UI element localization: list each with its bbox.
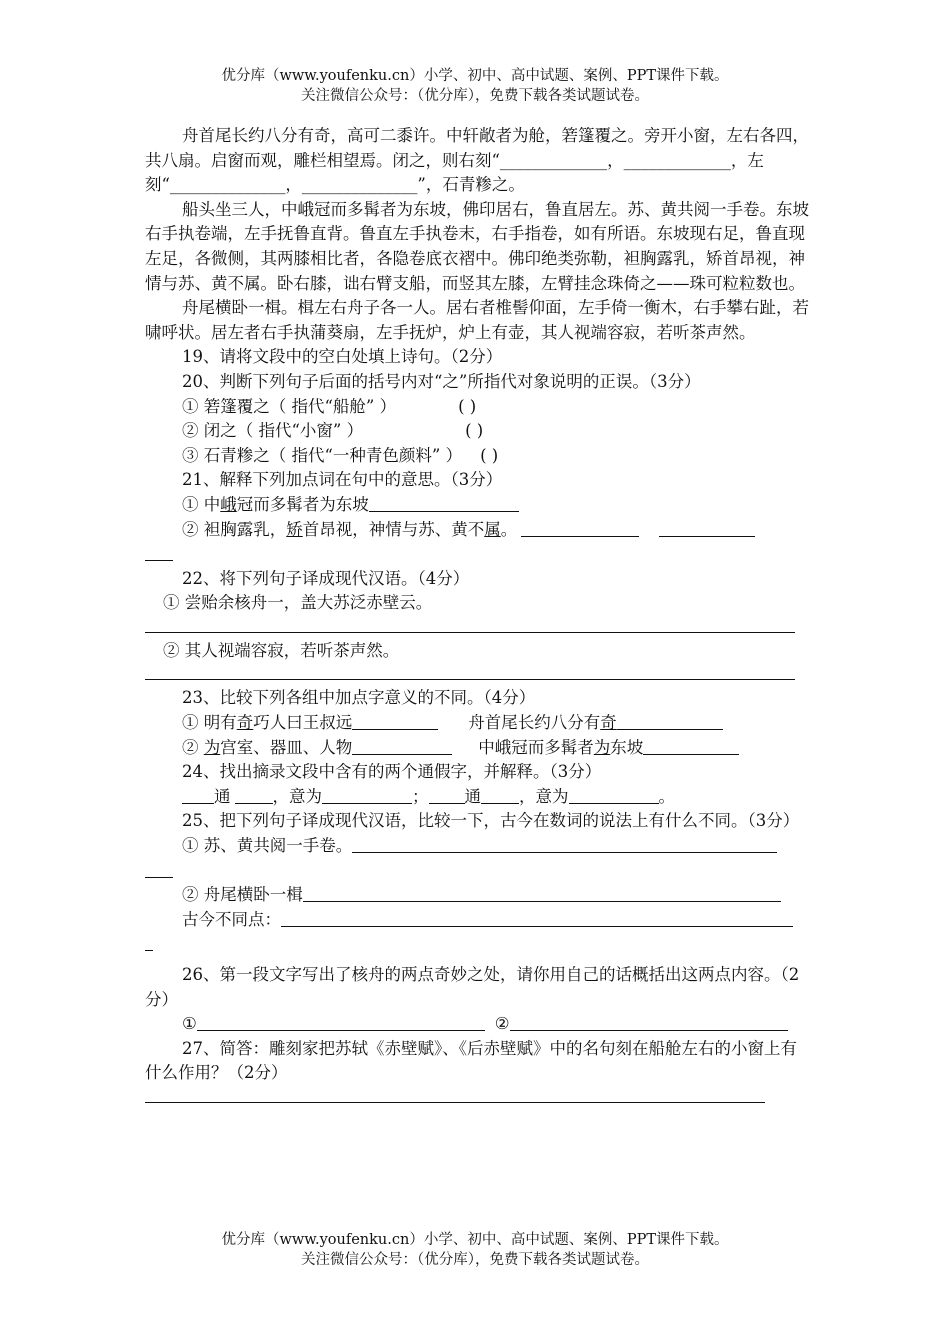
q24-semi: ； <box>412 786 429 806</box>
passage-paragraph-2: 船头坐三人，中峨冠而多髯者为东坡，佛印居右，鲁直居左。苏、黄共阅一手卷。东坡右手执卷端，左手抚鲁直背。鲁直左手执卷末，右手指卷，如有所语。东坡现右足，鲁直现左足，各微侧，其两膝相比者，各隐卷底衣褶中。佛印绝类弥勒，袒胸露乳，矫首昂视，神情与苏、黄不属。卧右膝，诎右臂支船，而竖其左膝，左臂挂念珠倚之——珠可粒粒数也。 <box>145 199 809 293</box>
q21-i2-post: 。 <box>500 519 518 539</box>
q23-r2a-pre: ② <box>182 737 204 757</box>
page-header <box>0 66 950 106</box>
q21-i1-key: 峨 <box>220 494 237 514</box>
question-24-stem: 24、找出摘录文段中含有的两个通假字，并解释。（3分） <box>182 762 602 782</box>
q23-answer-2a[interactable] <box>352 737 452 755</box>
q21-i2-key1: 矫 <box>286 519 303 539</box>
question-24-answer-line <box>145 785 810 810</box>
q26-mark-1: ① <box>182 1014 197 1034</box>
q21-i1-post: 冠而多髯者为东坡 <box>236 494 369 514</box>
q25-answer-1[interactable] <box>352 835 777 853</box>
exam-content <box>145 124 810 1103</box>
q22-answer-2[interactable] <box>145 663 795 680</box>
header-line-1: 优分库（www.youfenku.cn）小学、初中、高中试题、案例、PPT课件下载。 <box>221 68 729 84</box>
q24-tong-1: 通 <box>214 786 231 806</box>
q23-r1b-key: 奇 <box>600 713 617 733</box>
q21-answer-3-tail[interactable] <box>145 543 173 561</box>
q20-item3-text: ③ 石青糁之（ 指代“一种青色颜料” ） <box>182 445 463 465</box>
question-19: 19、请将文段中的空白处填上诗句。（2分） <box>182 347 503 367</box>
q23-r2b-key: 为 <box>593 737 611 757</box>
q21-answer-2[interactable] <box>521 519 639 537</box>
q25-diff-cont <box>145 932 810 957</box>
q20-item1-paren[interactable]: ( ) <box>458 396 477 416</box>
q23-answer-1a[interactable] <box>352 712 438 730</box>
q21-i2-key2: 属 <box>484 519 501 539</box>
question-21-item-1 <box>145 493 810 518</box>
q25-answer-2[interactable] <box>303 884 781 902</box>
q21-i1-pre: ① 中 <box>182 494 221 514</box>
q21-answer-3[interactable] <box>659 519 755 537</box>
q23-r2b-post: 东坡 <box>610 737 644 757</box>
q20-item2-text: ② 闭之（ 指代“小窗” ） <box>182 421 364 441</box>
q25-answer-1-tail[interactable] <box>145 860 173 878</box>
q24-char-4[interactable] <box>481 786 519 804</box>
question-20-item-3 <box>145 444 810 469</box>
q25-diff-label: 古今不同点： <box>182 909 281 929</box>
question-26-answers <box>145 1012 810 1037</box>
q21-answer-3-cont <box>145 542 810 567</box>
question-23-row-2 <box>145 736 810 761</box>
q23-r2a-post: 宫室、器皿、人物 <box>220 737 353 757</box>
question-23-stem: 23、比较下列各组中加点字意义的不同。（4分） <box>182 688 536 708</box>
q24-meaning-1[interactable] <box>322 786 412 804</box>
q20-item3-paren[interactable]: ( ) <box>480 445 499 465</box>
question-25-item-2 <box>145 883 810 908</box>
q24-tong-2: 通 <box>464 786 481 806</box>
q24-char-1[interactable] <box>182 786 214 804</box>
q23-r1b-pre: 舟首尾长约八分有 <box>468 713 601 733</box>
q24-char-3[interactable] <box>429 786 465 804</box>
q23-answer-1b[interactable] <box>617 712 723 730</box>
q23-r1a-key: 奇 <box>236 713 254 733</box>
question-20-item-1 <box>145 395 810 420</box>
q22-sentence-1: ① 尝贻余核舟一，盖大苏泛赤壁云。 <box>163 593 433 613</box>
question-25-stem: 25、把下列句子译成现代汉语，比较一下，古今在数词的说法上有什么不同。（3分） <box>182 811 800 831</box>
q23-r1a-pre: ① 明有 <box>182 713 237 733</box>
question-21-item-2 <box>145 518 810 543</box>
q23-r1a-post: 巧人曰王叔远 <box>253 713 353 733</box>
question-23-row-1 <box>145 711 810 736</box>
question-22-stem: 22、将下列句子译成现代汉语。（4分） <box>182 568 470 588</box>
passage-paragraph-3: 舟尾横卧一楫。楫左右舟子各一人。居右者椎髻仰面，左手倚一衡木，右手攀右趾，若啸呼状。居左者右手执蒲葵扇，左手抚炉，炉上有壶，其人视端容寂，若听茶声然。 <box>145 298 809 342</box>
q25-s1: ① 苏、黄共阅一手卷。 <box>182 836 353 856</box>
q25-s2: ② 舟尾横卧一楫 <box>182 885 303 905</box>
q27-answer[interactable] <box>145 1086 765 1103</box>
q26-mark-2: ② <box>494 1014 510 1034</box>
q24-yiwei-1: ，意为 <box>272 786 322 806</box>
q25-answer-diff[interactable] <box>281 909 793 927</box>
q21-answer-1[interactable] <box>369 494 519 512</box>
q20-item1-text: ① 箬篷覆之（ 指代“船舱” ） <box>182 396 397 416</box>
q24-end: 。 <box>658 786 675 806</box>
q21-i2-mid: 首昂视，神情与苏、黄不 <box>302 519 485 539</box>
q24-char-2[interactable] <box>235 786 273 804</box>
page-footer <box>0 1230 950 1270</box>
q24-yiwei-2: ，意为 <box>519 786 569 806</box>
header-line-2: 关注微信公众号：（优分库），免费下载各类试题试卷。 <box>301 88 649 104</box>
question-25-item-1 <box>145 834 810 859</box>
passage-paragraph-1: 舟首尾长约八分有奇，高可二黍许。中轩敞者为舱，箬篷覆之。旁开小窗，左右各四，共八扇。启窗而观，雕栏相望焉。闭之，则右刻“_____________，_____________，左刻“______________，______________”，石青糁之。 <box>145 126 809 195</box>
q20-item2-paren[interactable]: ( ) <box>465 421 484 441</box>
question-20-item-2 <box>145 419 810 444</box>
q22-sentence-2: ② 其人视端容寂，若听茶声然。 <box>163 640 400 660</box>
q26-answer-2[interactable] <box>510 1013 788 1031</box>
q26-answer-1[interactable] <box>197 1013 485 1031</box>
footer-line-1: 优分库（www.youfenku.cn）小学、初中、高中试题、案例、PPT课件下载。 <box>221 1232 729 1248</box>
q23-r2a-key: 为 <box>203 737 221 757</box>
question-26-stem: 26、第一段文字写出了核舟的两点奇妙之处，请你用自己的话概括出这两点内容。（2分） <box>145 965 800 1009</box>
question-20-stem: 20、判断下列句子后面的括号内对“之”所指代对象说明的正误。（3分） <box>182 371 701 391</box>
question-27-stem: 27、简答：雕刻家把苏轼《赤壁赋》、《后赤壁赋》中的名句刻在船舱左右的小窗上有什么作用？（2分） <box>145 1038 797 1083</box>
question-25-diff <box>145 908 810 933</box>
q23-answer-2b[interactable] <box>643 737 739 755</box>
q25-diff-tail[interactable] <box>145 933 153 951</box>
q25-answer-1-cont <box>145 859 810 884</box>
q24-meaning-2[interactable] <box>569 786 659 804</box>
question-21-stem: 21、解释下列加点词在句中的意思。（3分） <box>182 470 503 490</box>
q21-i2-pre: ② 袒胸露乳， <box>182 519 287 539</box>
q23-r2b-pre: 中峨冠而多髯者 <box>478 737 594 757</box>
q22-answer-1[interactable] <box>145 616 795 633</box>
footer-line-2: 关注微信公众号：（优分库），免费下载各类试题试卷。 <box>301 1252 649 1268</box>
